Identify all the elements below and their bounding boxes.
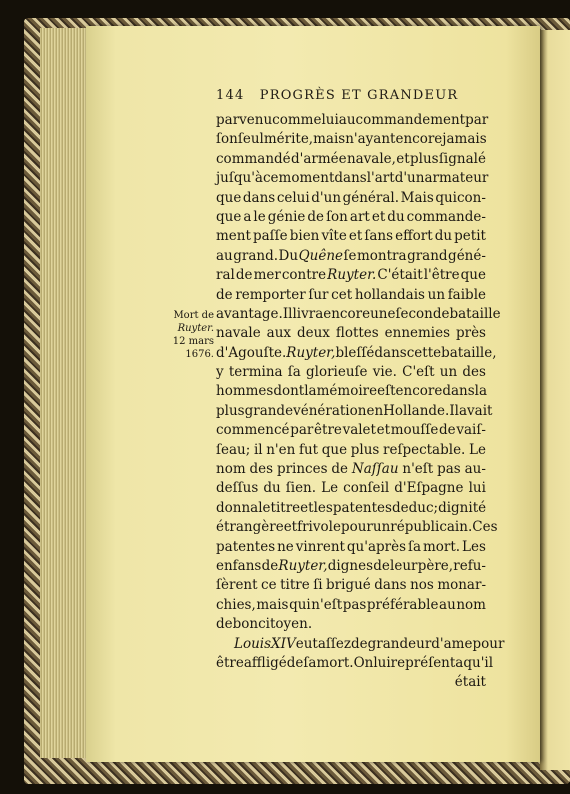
text-line: juſqu'à ce moment dans l'art d'un armateur — [216, 170, 489, 187]
text-line: ſon ſeul mérite, mais n'ayant encore jamais — [216, 131, 487, 148]
text-line: être affligé de ſa mort. On lui repréſenta qu'il — [216, 654, 494, 671]
text-line: de bon citoyen. — [216, 616, 313, 633]
text-line: y termina ſa glorieuſe vie. C'eſt un des — [216, 364, 486, 381]
text-line: enfans de Ruyter, dignes de leur père, refu- — [216, 557, 486, 574]
text-line: ral de mer contre Ruyter. C'était l'être que — [216, 267, 486, 284]
text-line: étrangère et frivole pour un républicain. Ces — [216, 519, 498, 536]
catchword-text: était — [454, 674, 486, 691]
margin-note — [168, 309, 214, 361]
text-line: au grand. Du Quêne ſe montra grand géné- — [216, 247, 486, 264]
facing-page-edge — [540, 30, 570, 770]
text-line: plus grande vénération en Hollande. Il avait — [216, 402, 493, 419]
text-line: donna le titre et les patentes de duc; dignité — [216, 499, 487, 516]
margin-note-line: Mort de — [173, 310, 214, 321]
page-edges — [40, 28, 92, 758]
text-line: d'Agouſte. Ruyter, bleſſé dans cette bataille, — [216, 344, 497, 361]
text-line: hommes dont la mémoire eſt encore dans la — [216, 383, 488, 400]
text-line: avantage. Il livra encore une ſeconde bataille — [216, 305, 501, 322]
margin-note-line: 12 mars — [172, 336, 214, 347]
margin-note-line: Ruyter. — [177, 323, 214, 334]
text-line: navale aux deux flottes ennemies près — [216, 325, 486, 342]
margin-note-line: 1676. — [185, 349, 214, 360]
catchword — [216, 673, 486, 692]
text-line: ſeau; il n'en fut que plus reſpectable. Le — [216, 441, 486, 458]
text-line: ment paſſe bien vîte et ſans effort du petit — [216, 228, 486, 245]
running-title: PROGRÈS ET GRANDEUR — [259, 88, 459, 103]
body-text — [216, 111, 505, 693]
text-line: ſèrent ce titre ſi brigué dans nos monar- — [216, 577, 486, 594]
text-line: parvenu comme lui au commandement par — [216, 112, 489, 128]
text-line: patentes ne vinrent qu'après ſa mort. Les — [216, 538, 486, 555]
text-line: nom des princes de Naſſau n'eſt pas au- — [216, 461, 486, 478]
text-line: deſſus du ſien. Le conſeil d'Eſpagne lui — [216, 480, 486, 497]
text-line: que dans celui d'un général. Mais quicon- — [216, 189, 486, 206]
running-head — [216, 88, 458, 103]
text-line: que a le génie de ſon art et du commande- — [216, 208, 486, 225]
text-line: commencé par être valet et mouſſe de vaiſ- — [216, 422, 486, 439]
page-number: 144 — [216, 88, 245, 103]
text-line: Louis XIV eut aſſez de grandeur d'ame pour — [234, 635, 505, 652]
text-line: de remporter ſur cet hollandais un faible — [216, 286, 486, 303]
text-line: commandé d'armée navale, et plus ſignalé — [216, 150, 486, 167]
text-line: chies, mais qui n'eſt pas préférable au nom — [216, 596, 486, 613]
